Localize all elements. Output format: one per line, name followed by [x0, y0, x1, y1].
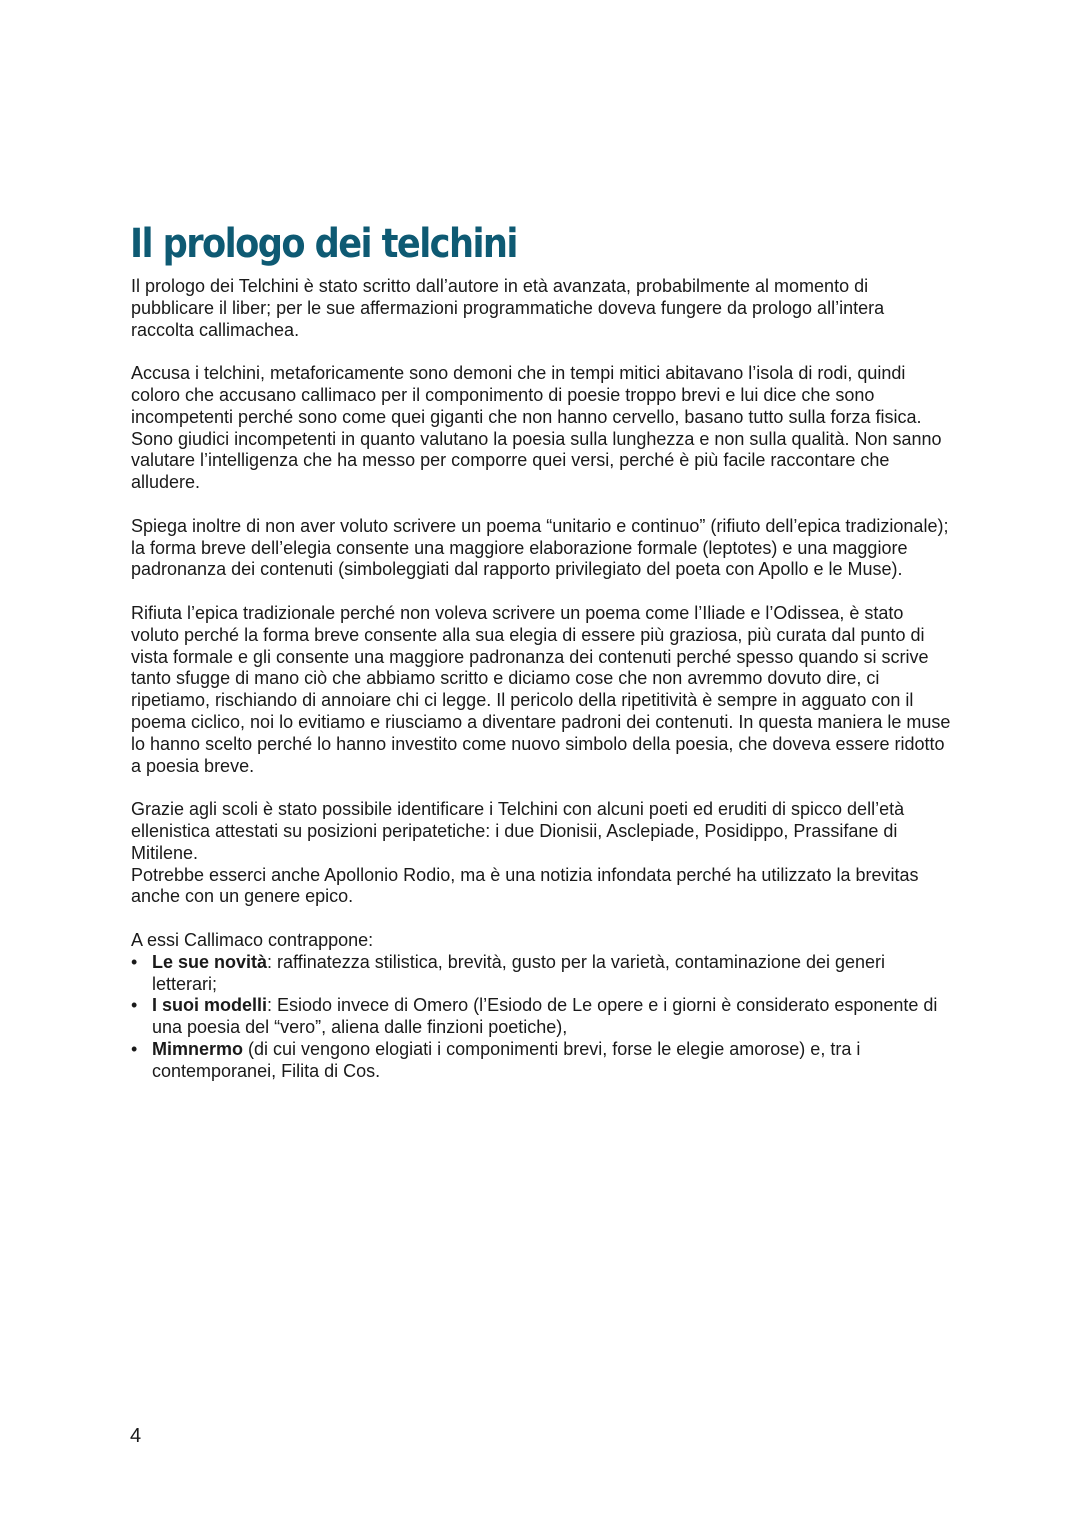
list-item-text: : Esiodo invece di Omero (l’Esiodo de Le opere e i giorni è considerato esponente di una poesia del “vero”, aliena dalle finzioni poetiche),	[152, 995, 938, 1038]
list-item-text: : raffinatezza stilistica, brevità, gusto per la varietà, contaminazione dei generi letterari;	[152, 951, 886, 994]
page-title: Il prologo dei telchini	[130, 221, 517, 267]
paragraph: Rifiuta l’epica tradizionale perché non voleva scrivere un poema come l’Iliade e l’Odissea, è stato voluto perché la forma breve consente alla sua elegia di essere più graziosa, più curata dal punto di vista formale e gli consente una maggiore padronanza dei contenuti perché spesso quando si scrive tanto sfugge di mano ciò che abbiamo scritto e diciamo cose che non avremmo dovuto dire, ci ripetiamo, rischiando di annoiare chi ci legge. Il pericolo della ripetitività è sempre in agguato con il poema ciclico, noi lo evitiamo e riusciamo a diventare padroni dei contenuti. In questa maniera le muse lo hanno scelto perché lo hanno investito come nuovo simbolo della poesia, che doveva essere ridotto a poesia breve.	[131, 602, 951, 776]
list-item-term: Mimnermo	[152, 1038, 244, 1059]
document-body	[131, 276, 951, 1082]
list-item-text: (di cui vengono elogiati i componimenti brevi, forse le elegie amorose) e, tra i contemporanei, Filita di Cos.	[152, 1038, 861, 1081]
bullet-list	[131, 952, 951, 1083]
paragraph: Grazie agli scoli è stato possibile identificare i Telchini con alcuni poeti ed eruditi di spicco dell’età ellenistica attestati su posizioni peripatetiche: i due Dionisii, Asclepiade, Posidippo, Prassifane di Mitilene.	[131, 799, 905, 863]
paragraph: Il prologo dei Telchini è stato scritto dall’autore in età avanzata, probabilmente al momento di pubblicare il liber; per le sue affermazioni programmatiche doveva fungere da prologo all’intera raccolta callimachea.	[131, 276, 885, 340]
list-intro: A essi Callimaco contrappone:	[131, 929, 374, 950]
list-item	[131, 952, 951, 996]
page-number: 4	[130, 1425, 142, 1447]
paragraph: Potrebbe esserci anche Apollonio Rodio, ma è una notizia infondata perché ha utilizzato la brevitas anche con un genere epico.	[131, 864, 919, 907]
list-item	[131, 995, 951, 1039]
paragraph: Accusa i telchini, metaforicamente sono demoni che in tempi mitici abitavano l’isola di rodi, quindi coloro che accusano callimaco per il componimento di poesie troppo brevi e lui dice che sono incompetenti perché sono come quei giganti che non hanno cervello, basano tutto sulla forza fisica. Sono giudici incompetenti in quanto valutano la poesia sulla lunghezza e non sulla qualità. Non sanno valutare l’intelligenza che ha messo per comporre quei versi, perché è più facile raccontare che alludere.	[131, 363, 942, 493]
list-item-term: Le sue novità	[152, 951, 268, 972]
list-item	[131, 1039, 951, 1083]
paragraph: Spiega inoltre di non aver voluto scrivere un poema “unitario e continuo” (rifiuto dell’epica tradizionale); la forma breve dell’elegia consente una maggiore elaborazione formale (leptotes) e una maggiore padronanza dei contenuti (simboleggiati dal rapporto privilegiato del poeta con Apollo e le Muse).	[131, 515, 949, 580]
list-item-term: I suoi modelli	[152, 995, 268, 1016]
